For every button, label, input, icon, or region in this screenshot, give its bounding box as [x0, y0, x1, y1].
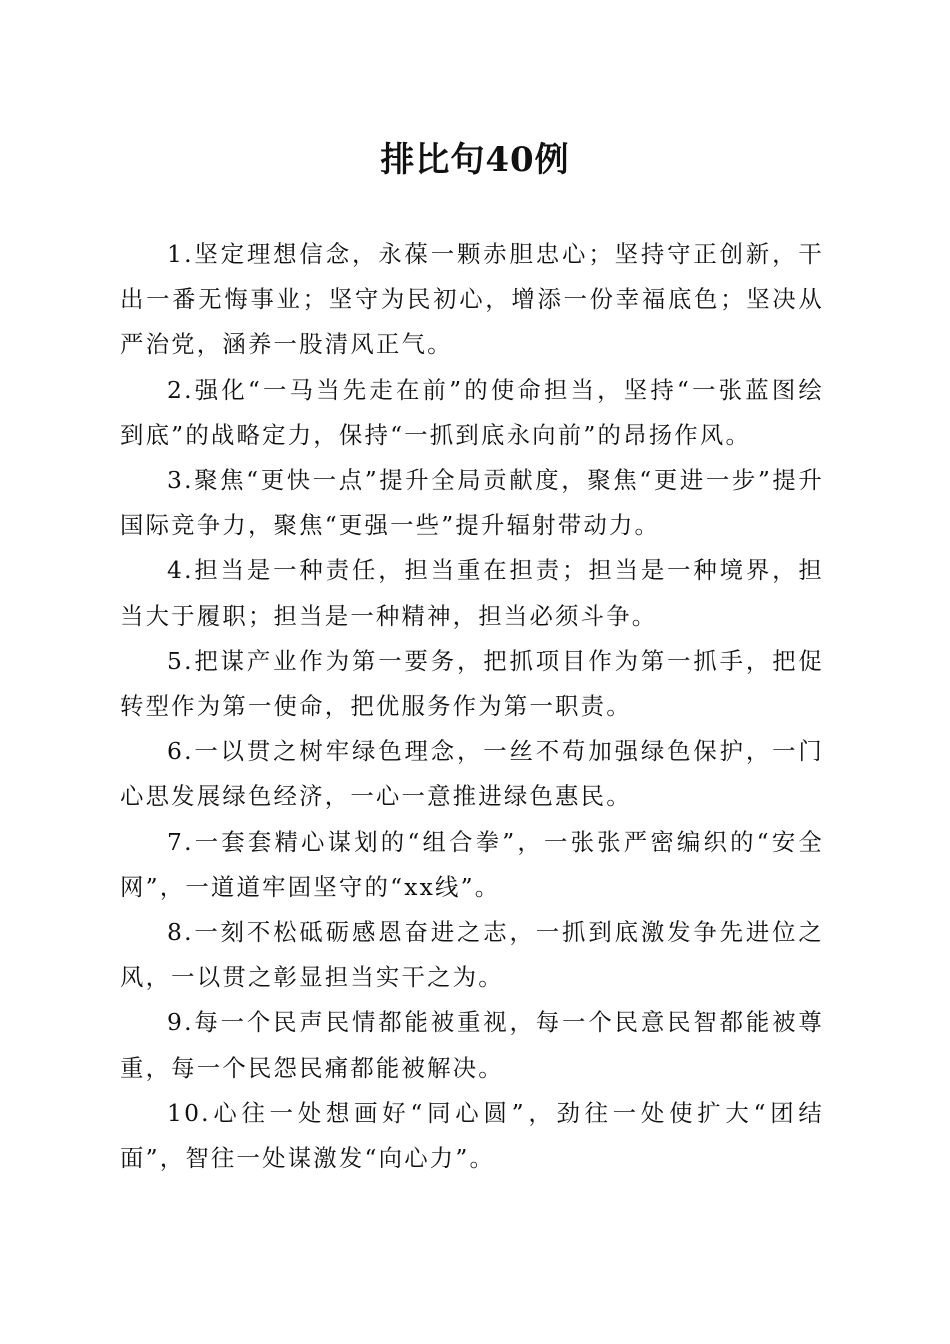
document-body: [120, 232, 824, 1181]
paragraph-4: 4.担当是一种责任，担当重在担责；担当是一种境界，担当大于履职；担当是一种精神，担当必须斗争。: [120, 556, 824, 630]
paragraph-6: 6.一以贯之树牢绿色理念，一丝不苟加强绿色保护，一门心思发展绿色经济，一心一意推进绿色惠民。: [120, 737, 824, 811]
paragraph-3: 3.聚焦“更快一点”提升全局贡献度，聚焦“更进一步”提升国际竞争力，聚焦“更强一些”提升辐射带动力。: [120, 466, 824, 540]
paragraph-8: 8.一刻不松砥砺感恩奋进之志，一抓到底激发争先进位之风，一以贯之彰显担当实干之为。: [120, 918, 824, 992]
paragraph-10: 10.心往一处想画好“同心圆”，劲往一处使扩大“团结面”，智往一处谋激发“向心力”。: [120, 1098, 824, 1173]
paragraph-1: 1.坚定理想信念，永葆一颗赤胆忠心；坚持守正创新，干出一番无悔事业；坚守为民初心，增添一份幸福底色；坚决从严治党，涵养一股清风正气。: [120, 240, 824, 359]
document-title: 排比句40例: [380, 140, 570, 180]
paragraph-5: 5.把谋产业作为第一要务，把抓项目作为第一抓手，把促转型作为第一使命，把优服务作为第一职责。: [120, 646, 824, 721]
paragraph-7: 7.一套套精心谋划的“组合拳”，一张张严密编织的“安全网”，一道道牢固坚守的“xx线”。: [120, 827, 824, 901]
paragraph-2: 2.强化“一马当先走在前”的使命担当，坚持“一张蓝图绘到底”的战略定力，保持“一抓到底永向前”的昂扬作风。: [120, 375, 824, 449]
paragraph-9: 9.每一个民声民情都能被重视，每一个民意民智都能被尊重，每一个民怨民痛都能被解决。: [120, 1008, 824, 1082]
